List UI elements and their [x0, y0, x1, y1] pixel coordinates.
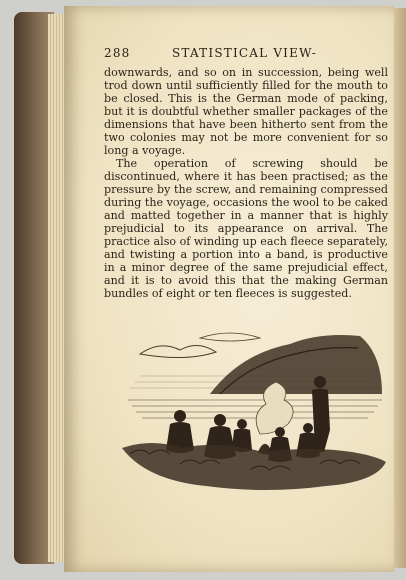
engraving-campfire-scene-icon: [120, 324, 390, 494]
paragraph-1: downwards, and so on in succession, being well trod down until sufficiently filled for the mouth to be closed. This is the German mode of packing, but it is doubtful whether smaller packages of the dimensions that have been hitherto sent from the two colonies may not be more convenient for so long a voyage.: [104, 66, 388, 157]
right-page-edge: [392, 8, 406, 568]
paragraph-2: The operation of screwing should be discontinued, where it has been practised; as the pressure by the screw, and remaining compressed during the voyage, occasions the wool to be caked and matted together in a manner that is highly prejudicial to its appearance on arrival. The practice also of winding up each fleece separately, and twisting a portion into a band, is productive in a minor degree of the same prejudicial effect, and it is to avoid this that the making German bundles of eight or ten fleeces is suggested.: [104, 157, 388, 300]
book: [8, 4, 406, 576]
book-page: [64, 6, 394, 572]
body-text: [104, 66, 388, 300]
running-head: STATISTICAL VIEW-: [172, 46, 317, 60]
page-header: [100, 46, 388, 62]
page-number: 288: [104, 46, 131, 60]
